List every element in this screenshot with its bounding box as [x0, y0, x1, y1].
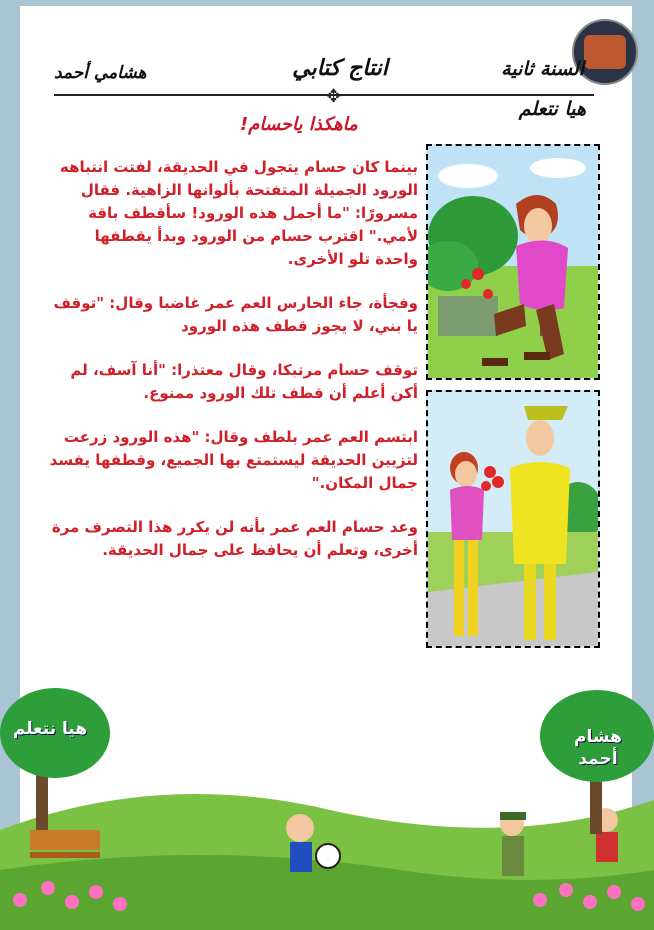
tree-label-left: هيا نتعلم — [12, 719, 88, 739]
learn-label: هيا نتعلم — [518, 98, 586, 120]
tree-trunk — [590, 774, 602, 834]
story-paragraph: وفجأة، جاء الحارس العم عمر غاضبا وقال: "توقف يا بني، لا يجوز قطف هذه الورود — [53, 294, 418, 335]
header-divider — [54, 94, 594, 96]
illustration-picking-flowers — [426, 144, 600, 380]
tree-label-right: هشام أحمد — [574, 727, 622, 769]
illustrations — [426, 144, 600, 650]
illustration-guard-talking — [426, 390, 600, 648]
story-paragraph: وعد حسام العم عمر بأنه لن يكرر هذا التصرف مرة أخرى، وتعلم أن يحافظ على جمال الحديقة. — [51, 518, 418, 559]
story-text — [48, 156, 418, 583]
ornament-icon: ✥ — [326, 86, 342, 107]
author-name: هشامي أحمد — [54, 63, 147, 83]
tree-trunk — [36, 770, 48, 830]
header — [20, 6, 632, 136]
story-paragraph: بينما كان حسام يتجول في الحديقة، لفتت انتباهه الورود الجميلة المتفتحة بألوانها الزاهية. فقال مسرورًا: "ما أجمل هذه الورود! سأقطف باقة لأمي." اقترب حسام من الورود وبدأ يقطفها واحدة تلو الأخرى. — [59, 158, 418, 268]
story-paragraph: توقف حسام مرتبكا، وقال معتذرا: "أنا آسف، لم أكن أعلم أن قطف تلك الورود ممنوع. — [70, 361, 418, 402]
story-title: ماهكذا ياحسام! — [240, 114, 358, 135]
story-paragraph: ابتسم العم عمر بلطف وقال: "هذه الورود زرعت لتزيين الحديقة ليستمتع بها الجميع، وقطفها يفسد جمال المكان." — [49, 428, 418, 492]
page-title: انتاج كتابي — [292, 56, 388, 81]
school-level: السنة ثانية — [501, 58, 584, 80]
